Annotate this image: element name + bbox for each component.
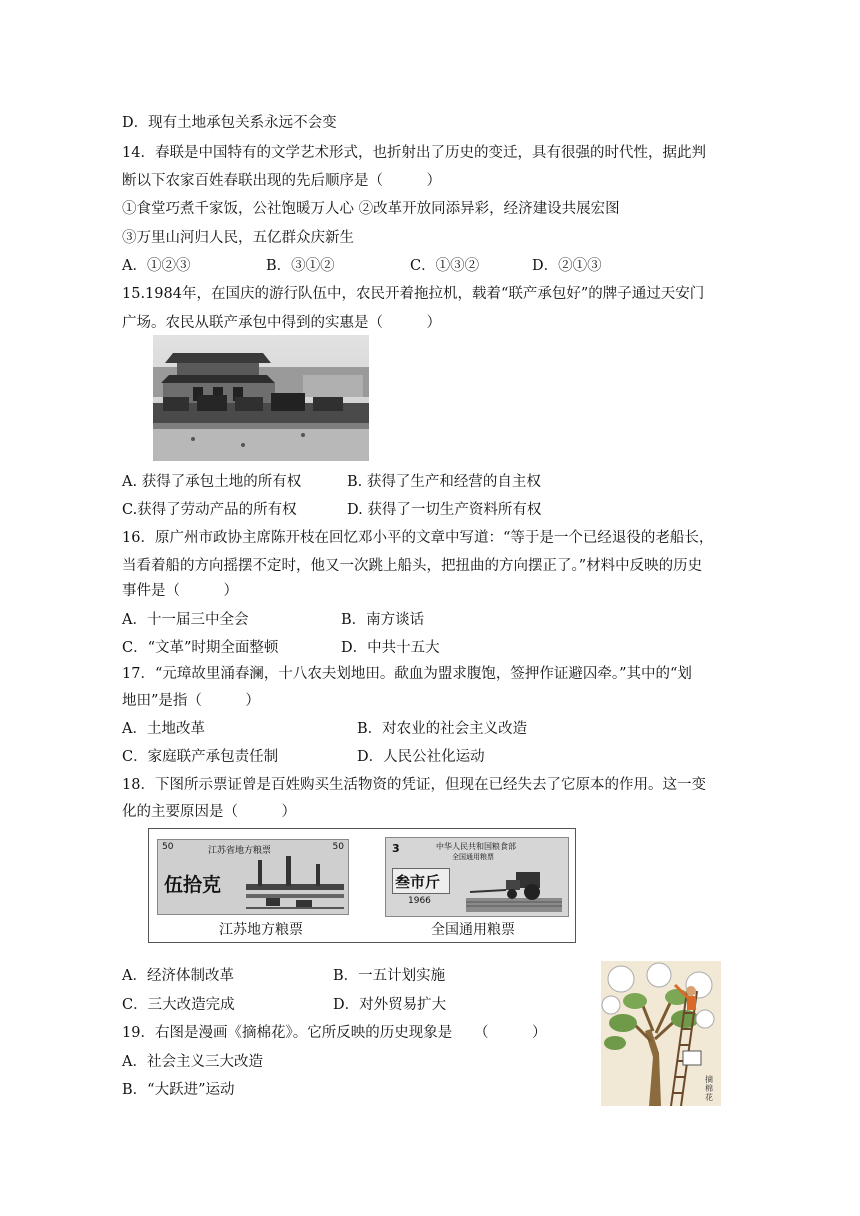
national-ticket-value-box [392, 868, 450, 894]
q17-option-a: A．土地改革 [122, 721, 205, 737]
q14-item-line2: ③万里山河归人民，五亿群众庆新生 [122, 230, 354, 246]
q15-stem-line2: 广场。农民从联产承包中得到的实惠是（ ） [122, 315, 441, 331]
jiangsu-ticket-corner-right: 50 [332, 842, 344, 852]
jiangsu-ticket-corner-left: 50 [162, 842, 174, 852]
q14-stem-line2: 断以下农家百姓春联出现的先后顺序是（ ） [122, 173, 441, 189]
tiananmen-parade-photo [153, 335, 369, 461]
q16-option-c: C．“文革”时期全面整顿 [122, 640, 279, 656]
q18-stem-line2: 化的主要原因是（ ） [122, 804, 296, 820]
national-ticket [385, 837, 569, 917]
cartoon-title: 摘棉花 [705, 1075, 713, 1102]
national-ticket-header: 中华人民共和国粮食部 [436, 842, 516, 851]
q17-stem-line1: 17．“元璋故里涌春澜，十八农夫划地田。歃血为盟求腹饱，签押作证避囚牵。”其中的“划 [122, 666, 692, 682]
q16-option-b: B．南方谈话 [341, 612, 425, 628]
q15-option-b: B. 获得了生产和经营的自主权 [347, 474, 541, 490]
q16-option-d: D．中共十五大 [341, 640, 440, 656]
cotton-picking-cartoon [601, 961, 721, 1106]
q17-option-d: D．人民公社化运动 [357, 749, 485, 765]
tractor-illustration [466, 862, 562, 912]
q15-option-d: D. 获得了一切生产资料所有权 [347, 502, 542, 518]
q19-option-b: B．“大跃进”运动 [122, 1082, 235, 1098]
q17-option-b: B．对农业的社会主义改造 [357, 721, 528, 737]
q18-option-b: B．一五计划实施 [333, 968, 446, 984]
q16-option-a: A．十一届三中全会 [122, 612, 249, 628]
q19-stem: 19．右图是漫画《摘棉花》。它所反映的历史现象是 （ ） [122, 1025, 547, 1041]
q17-option-c: C．家庭联产承包责任制 [122, 749, 279, 765]
national-ticket-year: 1966 [408, 896, 431, 906]
cartoon-illustration [601, 961, 721, 1106]
national-ticket-value: 叁市斤 [395, 873, 441, 891]
jiangsu-ticket-caption: 江苏地方粮票 [219, 922, 303, 938]
bridge-illustration [246, 854, 344, 912]
national-ticket-subheader: 全国通用粮票 [452, 853, 494, 861]
q18-option-a: A．经济体制改革 [122, 968, 234, 984]
jiangsu-ticket [157, 839, 349, 915]
q18-stem-line1: 18．下图所示票证曾是百姓购买生活物资的凭证，但现在已经失去了它原本的作用。这一变 [122, 777, 706, 793]
q15-stem-line1: 15.1984年，在国庆的游行队伍中，农民开着拖拉机，载着“联产承包好”的牌子通过天安门 [122, 286, 705, 302]
jiangsu-ticket-value: 伍拾克 [164, 874, 222, 896]
jiangsu-ticket-header: 江苏省地方粮票 [208, 846, 272, 856]
q15-option-c: C.获得了劳动产品的所有权 [122, 502, 297, 518]
q16-stem-line1: 16．原广州市政协主席陈开枝在回忆邓小平的文章中写道：“等于是一个已经退役的老船长， [122, 530, 714, 546]
q18-option-c: C．三大改造完成 [122, 997, 235, 1013]
q16-stem-line2: 当看着船的方向摇摆不定时，他又一次跳上船头，把扭曲的方向摆正了。”材料中反映的历史 [122, 558, 703, 574]
q14-item-line1: ①食堂巧煮千家饭，公社饱暖万人心 ②改革开放同添异彩，经济建设共展宏图 [122, 201, 620, 217]
parade-photo-illustration [153, 335, 369, 461]
q14-option-a: A．①②③ [122, 258, 191, 274]
q16-stem-line3: 事件是（ ） [122, 583, 238, 599]
q14-option-b: B．③①② [266, 258, 335, 274]
q14-stem-line1: 14．春联是中国特有的文学艺术形式，也折射出了历史的变迁，具有很强的时代性，据此判 [122, 145, 706, 161]
q14-option-c: C．①③② [410, 258, 480, 274]
grain-tickets-figure [148, 828, 576, 943]
q18-option-d: D．对外贸易扩大 [333, 997, 447, 1013]
q14-option-d: D．②①③ [532, 258, 602, 274]
q13-option-d: D．现有土地承包关系永远不会变 [122, 115, 337, 131]
q15-option-a: A. 获得了承包土地的所有权 [122, 474, 302, 490]
q19-option-a: A．社会主义三大改造 [122, 1054, 263, 1070]
q17-stem-line2: 地田”是指（ ） [122, 693, 260, 709]
national-ticket-caption: 全国通用粮票 [431, 922, 515, 938]
national-ticket-corner: 3 [392, 842, 400, 855]
